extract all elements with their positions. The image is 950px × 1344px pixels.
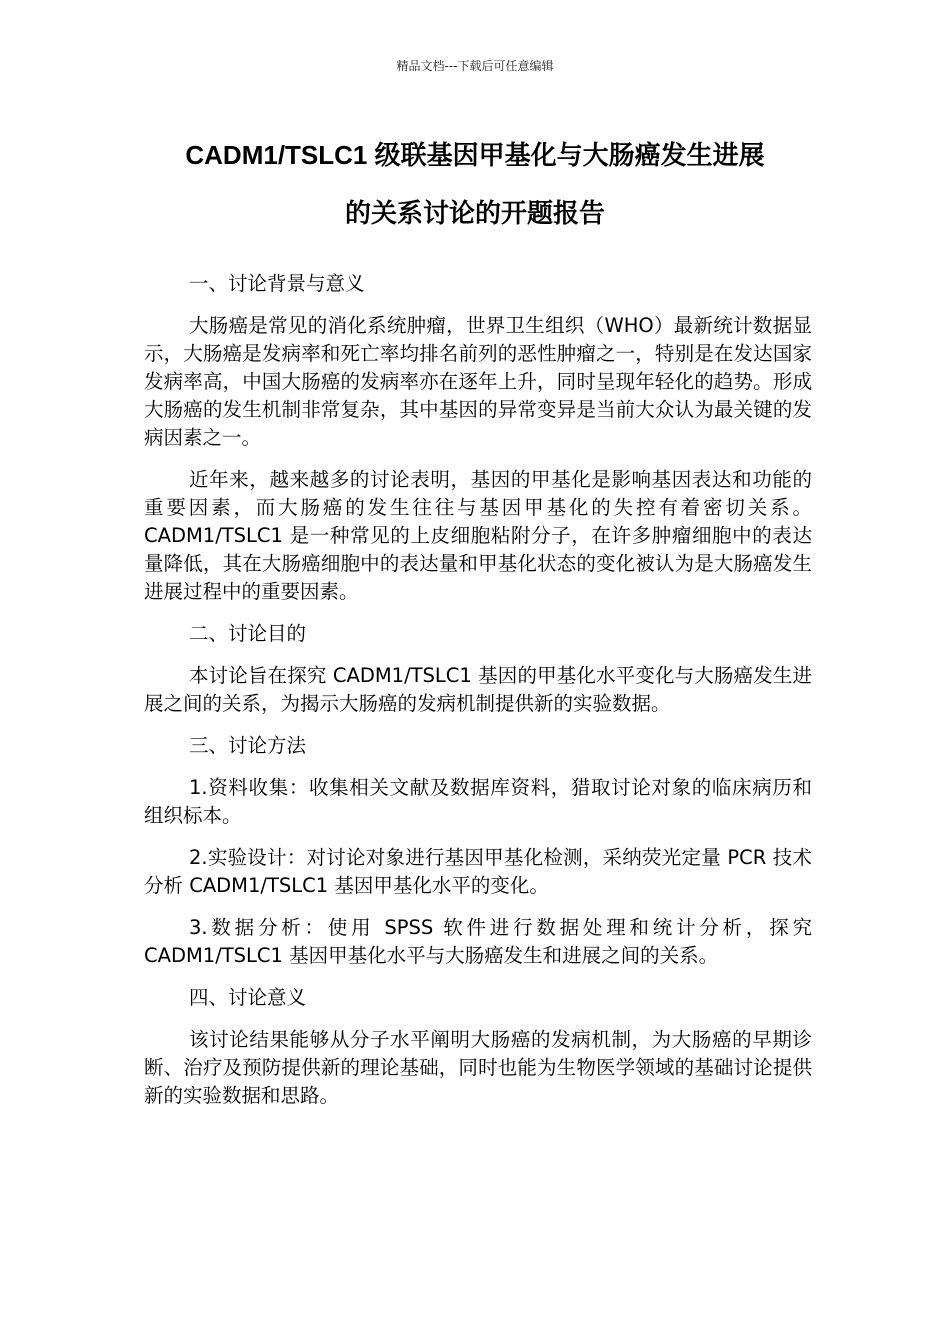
section-heading-background: 一、讨论背景与意义	[189, 272, 365, 295]
paragraph-purpose: 本讨论旨在探究 CADM1/TSLC1 基因的甲基化水平变化与大肠癌发生进展之间的关系，为揭示大肠癌的发病机制提供新的实验数据。	[144, 664, 812, 715]
document-body	[144, 270, 812, 1124]
section-heading-methods: 三、讨论方法	[189, 734, 307, 757]
document-title-line-2: 的关系讨论的开题报告	[344, 198, 605, 228]
section-heading-purpose: 二、讨论目的	[189, 622, 307, 645]
document-title-line-1: CADM1/TSLC1 级联基因甲基化与大肠癌发生进展	[185, 140, 765, 170]
paragraph-significance: 该讨论结果能够从分子水平阐明大肠癌的发病机制，为大肠癌的早期诊断、治疗及预防提供新的理论基础，同时也能为生物医学领域的基础讨论提供新的实验数据和思路。	[144, 1028, 812, 1107]
section-heading-significance: 四、讨论意义	[189, 986, 307, 1009]
paragraph-background-2: 近年来，越来越多的讨论表明，基因的甲基化是影响基因表达和功能的重要因素，而大肠癌的发生往往与基因甲基化的失控有着密切关系。CADM1/TSLC1 是一种常见的上皮细胞粘附分子，在许多肿瘤细胞中的表达量降低，其在大肠癌细胞中的表达量和甲基化状态的变化被认为是大肠癌发生进展过程中的重要因素。	[144, 468, 812, 603]
paragraph-methods-experiment-design: 2.实验设计：对讨论对象进行基因甲基化检测，采纳荧光定量 PCR 技术分析 CADM1/TSLC1 基因甲基化水平的变化。	[144, 846, 812, 897]
paragraph-methods-data-collection: 1.资料收集：收集相关文献及数据库资料，猎取讨论对象的临床病历和组织标本。	[144, 776, 812, 827]
page-header: 精品文档---下载后可任意编辑	[396, 59, 554, 73]
paragraph-methods-data-analysis: 3.数据分析：使用 SPSS 软件进行数据处理和统计分析，探究 CADM1/TSLC1 基因甲基化水平与大肠癌发生和进展之间的关系。	[144, 916, 812, 967]
paragraph-background-1: 大肠癌是常见的消化系统肿瘤，世界卫生组织（WHO）最新统计数据显示，大肠癌是发病率和死亡率均排名前列的恶性肿瘤之一，特别是在发达国家发病率高，中国大肠癌的发病率亦在逐年上升，同时呈现年轻化的趋势。形成大肠癌的发生机制非常复杂，其中基因的异常变异是当前大众认为最关键的发病因素之一。	[144, 314, 812, 449]
